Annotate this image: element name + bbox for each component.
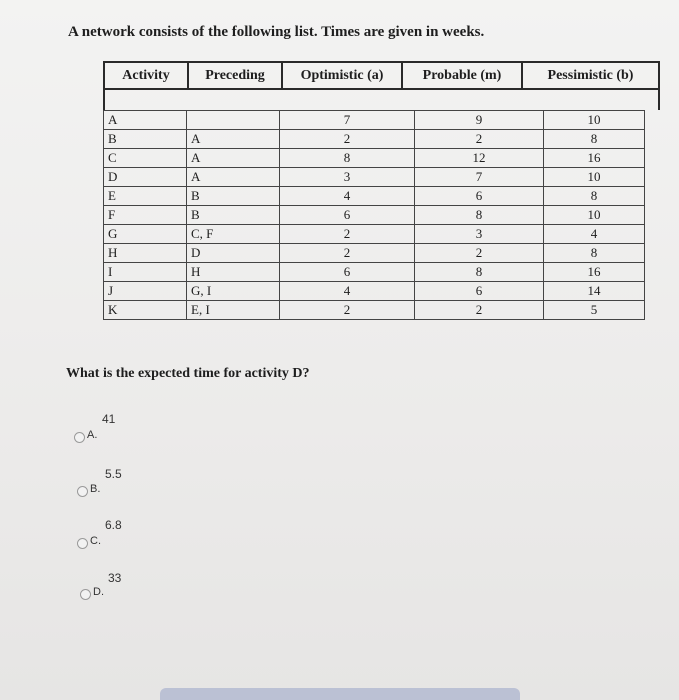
optimistic-cell: 4 [280, 187, 415, 206]
activity-cell: H [104, 244, 187, 263]
header-optimistic: Optimistic (a) [282, 62, 402, 89]
preceding-cell: A [187, 149, 280, 168]
activity-cell: F [104, 206, 187, 225]
optimistic-cell: 4 [280, 282, 415, 301]
table-row [104, 130, 645, 149]
header-pessimistic: Pessimistic (b) [522, 62, 659, 89]
option-a-value: 41 [102, 412, 116, 426]
preceding-cell [187, 111, 280, 130]
optimistic-cell: 6 [280, 263, 415, 282]
preceding-cell: D [187, 244, 280, 263]
header-probable: Probable (m) [402, 62, 522, 89]
option-c-letter: C. [90, 535, 101, 547]
pessimistic-cell: 16 [544, 263, 645, 282]
table-row [104, 301, 645, 320]
pessimistic-cell: 8 [544, 244, 645, 263]
probable-cell: 9 [415, 111, 544, 130]
preceding-cell: E, I [187, 301, 280, 320]
pessimistic-cell: 14 [544, 282, 645, 301]
optimistic-cell: 2 [280, 244, 415, 263]
dock-strip [160, 688, 520, 700]
optimistic-cell: 2 [280, 130, 415, 149]
table-row [104, 168, 645, 187]
activity-cell: J [104, 282, 187, 301]
option-a-letter: A. [87, 429, 98, 441]
activity-cell: K [104, 301, 187, 320]
header-activity: Activity [104, 62, 188, 89]
probable-cell: 2 [415, 130, 544, 149]
probable-cell: 8 [415, 206, 544, 225]
activity-cell: D [104, 168, 187, 187]
optimistic-cell: 7 [280, 111, 415, 130]
option-d-letter: D. [93, 586, 104, 598]
probable-cell: 6 [415, 187, 544, 206]
table-row [104, 111, 645, 130]
optimistic-cell: 3 [280, 168, 415, 187]
header-preceding: Preceding [188, 62, 282, 89]
probable-cell: 2 [415, 244, 544, 263]
preceding-cell: B [187, 206, 280, 225]
intro-text: A network consists of the following list. Times are given in weeks. [68, 24, 485, 40]
pessimistic-cell: 5 [544, 301, 645, 320]
option-c-value: 6.8 [105, 518, 122, 532]
activity-table [103, 110, 645, 320]
table-row [104, 244, 645, 263]
activity-cell: B [104, 130, 187, 149]
option-b-radio[interactable] [77, 486, 88, 497]
optimistic-cell: 2 [280, 225, 415, 244]
table-row [104, 225, 645, 244]
pessimistic-cell: 4 [544, 225, 645, 244]
option-c-radio[interactable] [77, 538, 88, 549]
option-b-value: 5.5 [105, 467, 122, 481]
preceding-cell: H [187, 263, 280, 282]
activity-cell: G [104, 225, 187, 244]
option-d-value: 33 [108, 571, 122, 585]
activity-cell: I [104, 263, 187, 282]
optimistic-cell: 6 [280, 206, 415, 225]
probable-cell: 3 [415, 225, 544, 244]
pessimistic-cell: 8 [544, 130, 645, 149]
pessimistic-cell: 10 [544, 206, 645, 225]
probable-cell: 6 [415, 282, 544, 301]
pessimistic-cell: 16 [544, 149, 645, 168]
preceding-cell: A [187, 168, 280, 187]
pessimistic-cell: 10 [544, 168, 645, 187]
pessimistic-cell: 10 [544, 111, 645, 130]
probable-cell: 12 [415, 149, 544, 168]
table-header [103, 61, 660, 90]
table-gap [103, 90, 660, 110]
pessimistic-cell: 8 [544, 187, 645, 206]
question-text: What is the expected time for activity D? [66, 366, 310, 381]
table-row [104, 263, 645, 282]
option-b-letter: B. [90, 483, 101, 495]
preceding-cell: G, I [187, 282, 280, 301]
optimistic-cell: 2 [280, 301, 415, 320]
table-row [104, 149, 645, 168]
activity-cell: A [104, 111, 187, 130]
preceding-cell: A [187, 130, 280, 149]
activity-cell: E [104, 187, 187, 206]
probable-cell: 2 [415, 301, 544, 320]
table-row [104, 187, 645, 206]
option-a-radio[interactable] [74, 432, 85, 443]
activity-cell: C [104, 149, 187, 168]
table-row [104, 282, 645, 301]
probable-cell: 8 [415, 263, 544, 282]
preceding-cell: C, F [187, 225, 280, 244]
option-d-radio[interactable] [80, 589, 91, 600]
probable-cell: 7 [415, 168, 544, 187]
optimistic-cell: 8 [280, 149, 415, 168]
table-row [104, 206, 645, 225]
preceding-cell: B [187, 187, 280, 206]
